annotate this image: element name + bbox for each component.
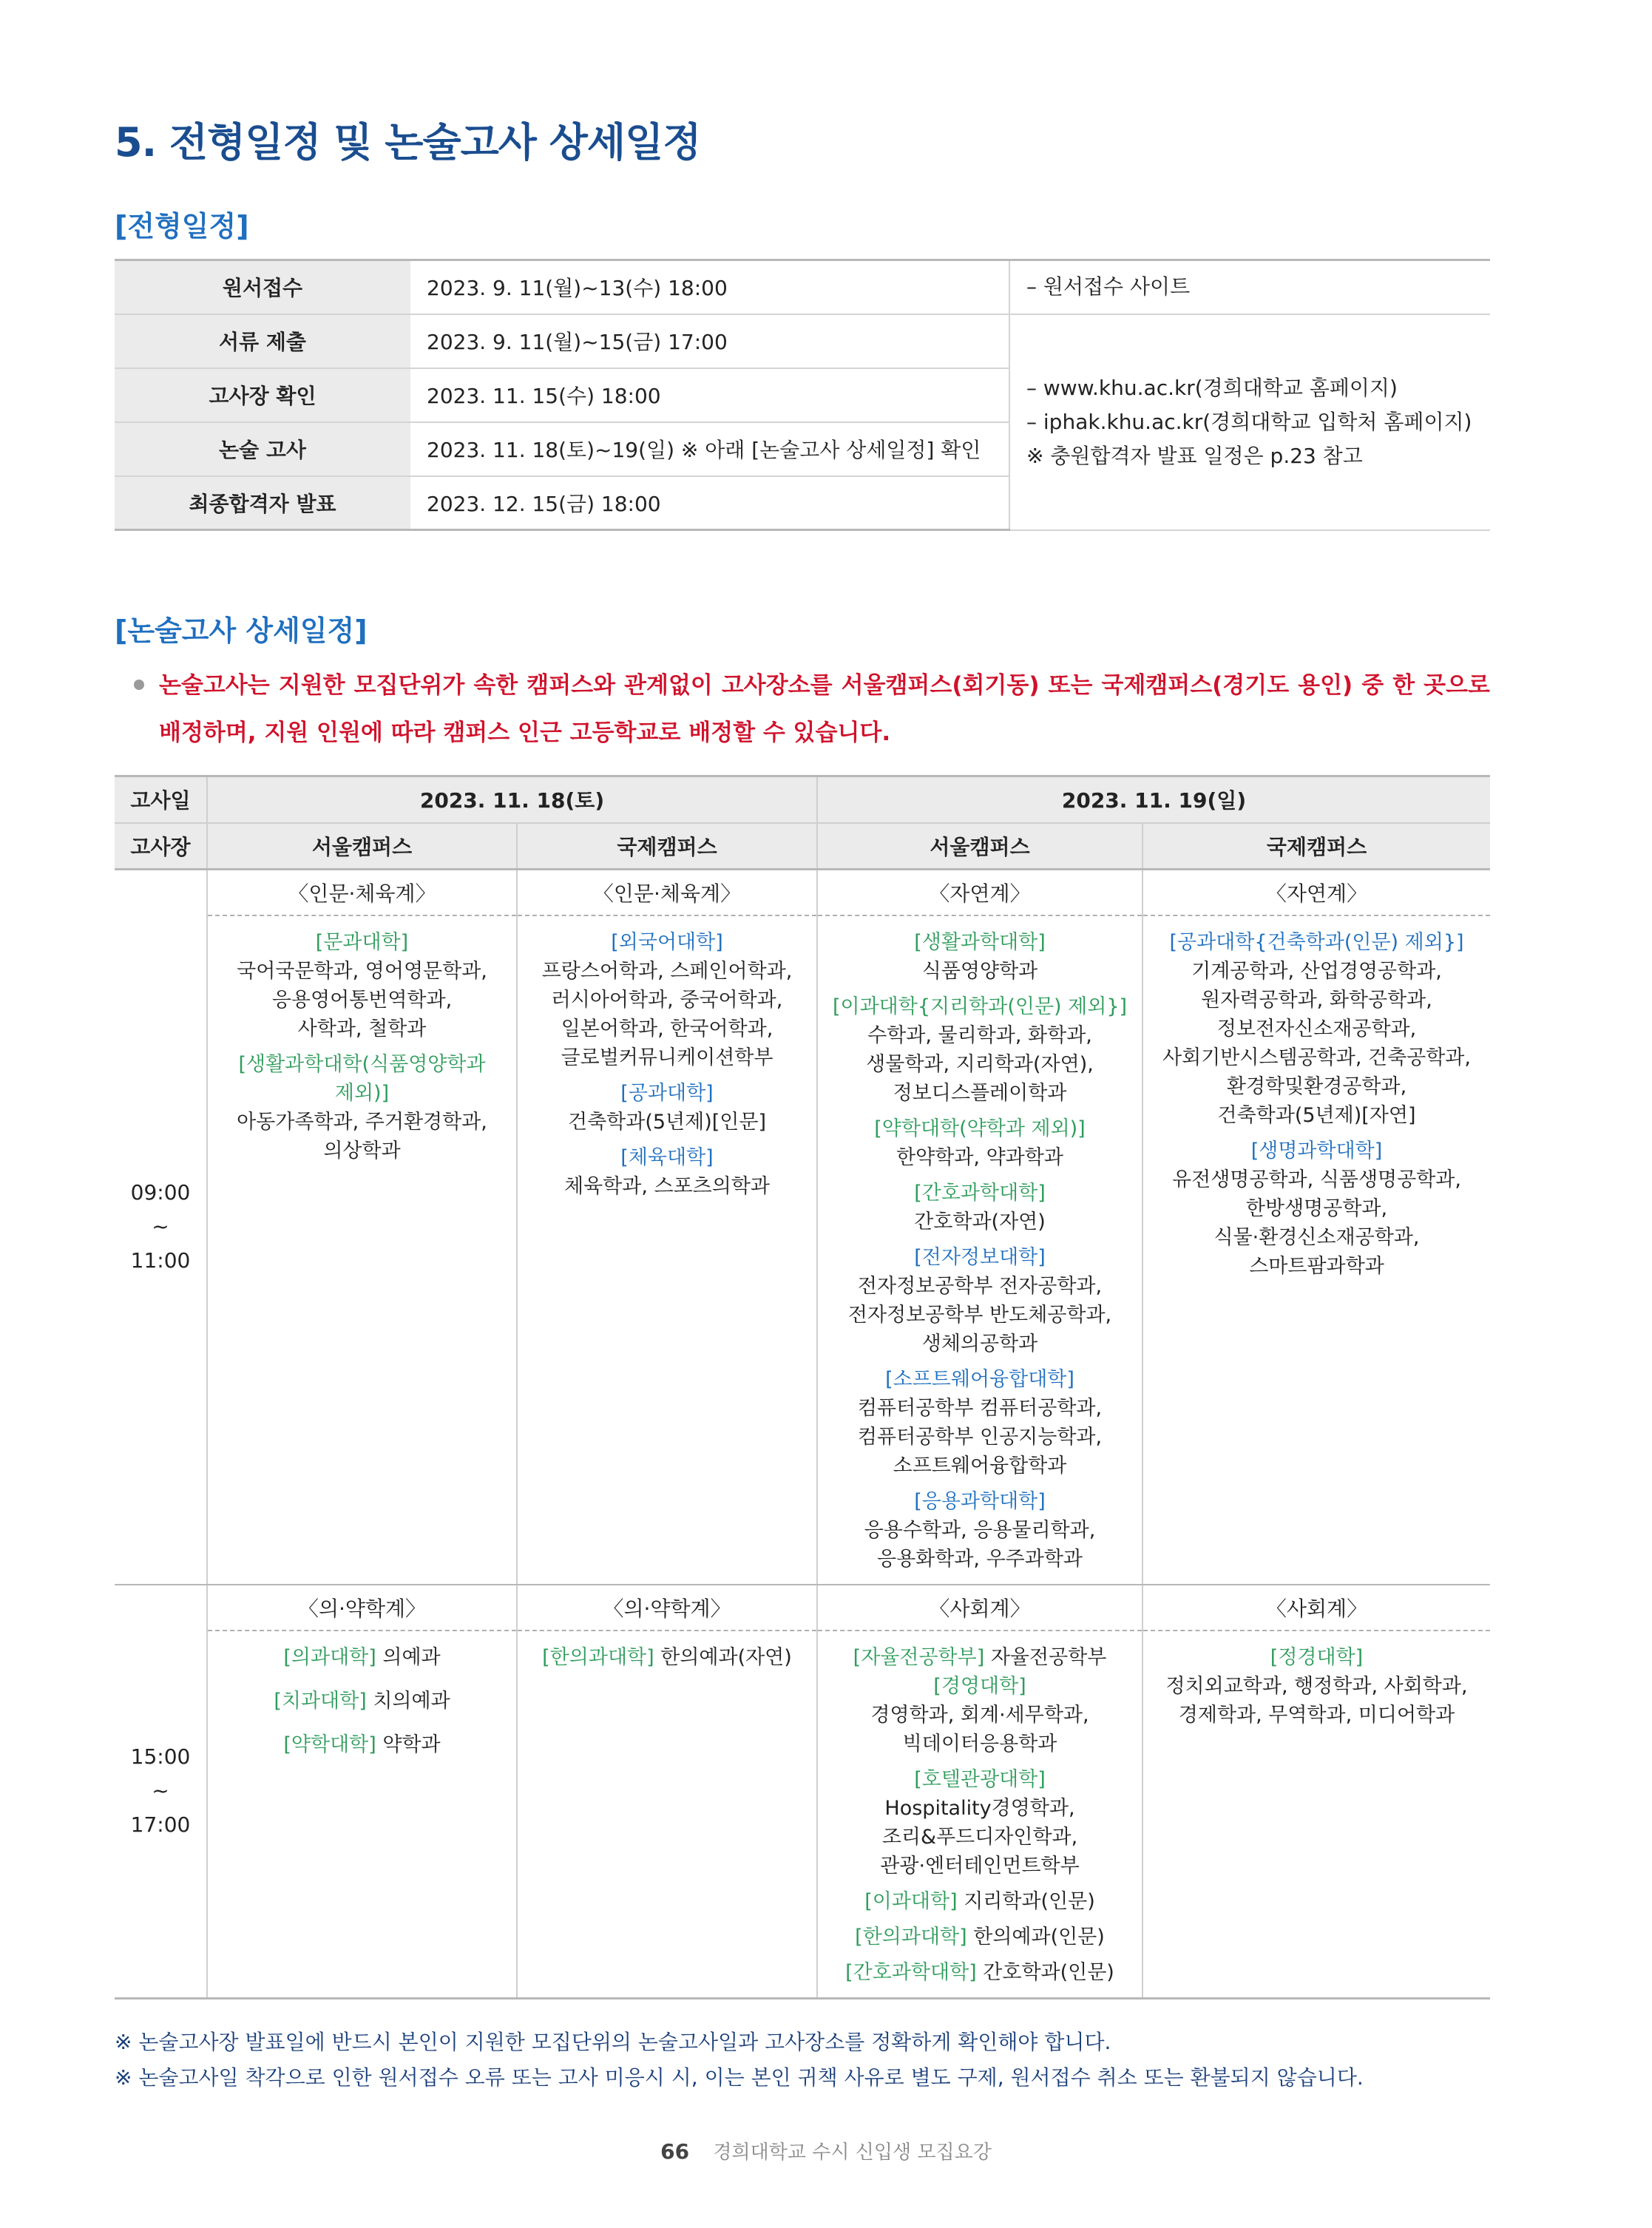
exam-entry [208,1643,516,1672]
schedule-value: 2023. 9. 11(월)~13(수) 18:00 [410,260,1009,314]
schedule-note-line: – iphak.khu.ac.kr(경희대학교 입학처 홈페이지) [1026,409,1472,434]
department-text: 식품영양학과 [921,959,1038,983]
department-text: 건축학과(5년제)[인문] [568,1110,766,1134]
department-text: 간호학과(자연) [914,1210,1046,1233]
exam-date-row [115,776,1490,823]
college-label: [약학대학] [283,1733,376,1756]
college-label: [이과대학{지리학과(인문) 제외}] [832,995,1128,1018]
campus-name: 국제캠퍼스 [1142,823,1490,870]
exam-entry [208,1730,516,1759]
page-footer [0,2137,1652,2164]
schedule-label: 최종합격자 발표 [115,476,410,530]
exam-table [115,775,1490,2000]
exam-date: 2023. 11. 18(토) [207,776,817,823]
exam-group: 〈의·약학계〉 [207,1585,517,1631]
college-label: [전자정보대학] [914,1245,1046,1269]
exam-place-header: 고사장 [115,823,207,870]
college-label: [생명과학대학] [1250,1139,1383,1162]
exam-cell [207,915,517,1585]
department-text: 의예과 [376,1645,441,1669]
schedule-note-line: – www.khu.ac.kr(경희대학교 홈페이지) [1026,375,1398,400]
department-text: 원자력공학과, 화학공학과, [1201,988,1432,1012]
exam-entry [818,1887,1142,1916]
notice [159,662,1490,756]
department-text: 한의예과(인문) [967,1925,1105,1948]
exam-cell [207,1631,517,1999]
college-label: [이과대학] [864,1889,958,1913]
college-label: [약학대학(약학과 제외)] [874,1117,1086,1140]
section-title-schedule: [전형일정] [115,210,249,243]
exam-group: 〈인문·체육계〉 [207,870,517,915]
college-label: [치과대학] [274,1689,367,1713]
college-label: [정경대학] [1270,1645,1364,1669]
notice-text: 논술고사는 지원한 모집단위가 속한 캠퍼스와 관계없이 고사장소를 서울캠퍼스(회기동) 또는 국제캠퍼스(경기도 용인) 중 한 곳으로 배정하며, 지원 인원에 따라 캠퍼스 인근 고등학교로 배정할 수 있습니다. [159,672,1490,746]
department-text: 빅데이터응용학과 [902,1732,1057,1755]
page-number: 66 [660,2139,690,2164]
time-start: 15:00 [130,1744,191,1769]
department-text: 응용화학과, 우주과학과 [877,1547,1083,1571]
schedule-note-site: – 원서접수 사이트 [1009,260,1490,314]
college-label: [공과대학{건축학과(인문) 제외}] [1169,930,1464,954]
schedule-table [115,259,1490,531]
campus-name: 국제캠퍼스 [517,823,817,870]
campus-name: 서울캠퍼스 [207,823,517,870]
exam-group-row [115,1585,1490,1631]
college-label: [호텔관광대학] [914,1767,1046,1791]
schedule-label: 고사장 확인 [115,368,410,422]
department-text: 컴퓨터공학부 인공지능학과, [857,1425,1103,1449]
department-text: 치의예과 [366,1689,450,1713]
exam-cell [1142,1631,1490,1999]
department-text: 수학과, 물리학과, 화학과, [867,1023,1092,1047]
department-text: 글로벌커뮤니케이션학부 [561,1046,773,1069]
college-label: [간호과학대학] [845,1960,977,1984]
department-text: 소프트웨어융합학과 [893,1454,1067,1477]
schedule-label: 논술 고사 [115,422,410,476]
exam-campus-row [115,823,1490,870]
college-label: [체육대학] [620,1145,714,1169]
schedule-note-line: ※ 충원합격자 발표 일정은 p.23 참고 [1026,443,1363,468]
department-text: 한방생명공학과, [1245,1196,1388,1220]
college-label: [경영대학] [933,1674,1026,1698]
department-text: 스마트팜과학과 [1249,1254,1384,1278]
department-text: 한의예과(자연) [654,1645,792,1669]
exam-date-header: 고사일 [115,776,207,823]
exam-group: 〈자연계〉 [1142,870,1490,915]
department-text: 유전생명공학과, 식품생명공학과, [1172,1168,1461,1191]
footer-text: 경희대학교 수시 신입생 모집요강 [713,2141,992,2164]
college-label: [응용과학대학] [914,1489,1046,1513]
department-text: 컴퓨터공학부 컴퓨터공학과, [857,1396,1103,1420]
schedule-value: 2023. 12. 15(금) 18:00 [410,476,1009,530]
exam-group-row [115,870,1490,915]
exam-time-pm [115,1585,207,1999]
exam-entry [818,1643,1142,1672]
department-text: 사학과, 철학과 [297,1017,427,1040]
department-text: 간호학과(인문) [976,1960,1114,1984]
exam-cell [517,915,817,1585]
exam-body-row-am [115,915,1490,1585]
department-text: 전자정보공학부 반도체공학과, [847,1303,1112,1327]
schedule-label: 서류 제출 [115,314,410,368]
department-text: 전자정보공학부 전자공학과, [857,1274,1103,1298]
exam-group: 〈사회계〉 [1142,1585,1490,1631]
exam-entry [518,1643,816,1672]
department-text: 경제학과, 무역학과, 미디어학과 [1178,1703,1455,1727]
department-text: 자율전공학부 [984,1645,1107,1669]
campus-name: 서울캠퍼스 [817,823,1142,870]
exam-cell [517,1631,817,1999]
department-text: 관광·엔터테인먼트학부 [880,1854,1080,1877]
time-tilde: ~ [152,1214,169,1239]
college-label: [간호과학대학] [914,1181,1046,1205]
department-text: 정보전자신소재공학과, [1216,1017,1417,1040]
footnotes [115,2025,1364,2096]
footnote: ※ 논술고사장 발표일에 반드시 본인이 지원한 모집단위의 논술고사일과 고사장소를 정확하게 확인해야 합니다. [115,2030,1111,2054]
department-text: 건축학과(5년제)[자연] [1217,1103,1416,1127]
department-text: 프랑스어학과, 스페인어학과, [541,959,793,983]
college-label: [자율전공학부] [853,1645,985,1669]
exam-cell [817,1631,1142,1999]
exam-time-am [115,870,207,1585]
department-text: 한약학과, 약과학과 [896,1145,1063,1169]
college-label: [생활과학대학] [914,930,1046,954]
department-text: 일본어학과, 한국어학과, [561,1017,773,1040]
department-text: Hospitality경영학과, [884,1796,1075,1820]
time-tilde: ~ [152,1778,169,1803]
department-text: 아동가족학과, 주거환경학과, [237,1110,487,1134]
college-label: [한의과대학] [855,1925,967,1948]
time-end: 17:00 [130,1812,191,1837]
exam-group: 〈사회계〉 [817,1585,1142,1631]
college-label: [소프트웨어융합대학] [885,1367,1074,1391]
exam-date: 2023. 11. 19(일) [817,776,1490,823]
exam-group: 〈자연계〉 [817,870,1142,915]
college-label: [문과대학] [315,930,409,954]
department-text: 체육학과, 스포츠의학과 [564,1174,770,1198]
footnote: ※ 논술고사일 착각으로 인한 원서접수 오류 또는 고사 미응시 시, 이는 본인 귀책 사유로 별도 구제, 원서접수 취소 또는 환불되지 않습니다. [115,2065,1364,2090]
department-text: 경영학과, 회계·세무학과, [870,1703,1089,1727]
section-title-exam: [논술고사 상세일정] [115,614,368,647]
department-text: 조리&푸드디자인학과, [881,1825,1078,1849]
exam-entry [208,1687,516,1716]
schedule-notes [1009,314,1490,530]
department-text: 국어국문학과, 영어영문학과, [237,959,487,983]
schedule-row [115,314,1490,368]
college-label: 제외)] [334,1081,390,1105]
exam-body-row-pm [115,1631,1490,1999]
department-text: 의상학과 [323,1139,401,1162]
exam-group: 〈인문·체육계〉 [517,870,817,915]
department-text: 사회기반시스템공학과, 건축공학과, [1162,1046,1471,1069]
time-end: 11:00 [130,1248,191,1273]
college-label: [공과대학] [620,1081,714,1105]
department-text: 응용영어통번역학과, [271,988,453,1012]
exam-cell [1142,915,1490,1585]
department-text: 러시아어학과, 중국어학과, [551,988,783,1012]
schedule-row [115,260,1490,314]
department-text: 정보디스플레이학과 [893,1081,1067,1105]
time-start: 09:00 [130,1180,191,1205]
exam-cell [817,915,1142,1585]
college-label: [한의과대학] [542,1645,654,1669]
college-label: [의과대학] [283,1645,376,1669]
department-text: 기계공학과, 산업경영공학과, [1191,959,1442,983]
department-text: 생물학과, 지리학과(자연), [866,1052,1094,1076]
exam-group: 〈의·약학계〉 [517,1585,817,1631]
department-text: 생체의공학과 [921,1332,1038,1355]
department-text: 정치외교학과, 행정학과, 사회학과, [1165,1674,1468,1698]
page-title: 5. 전형일정 및 논술고사 상세일정 [115,119,701,166]
schedule-value: 2023. 11. 18(토)~19(일) ※ 아래 [논술고사 상세일정] 확인 [410,422,1009,476]
department-text: 환경학및환경공학과, [1226,1074,1407,1098]
exam-entry [818,1923,1142,1951]
department-text: 약학과 [376,1733,441,1756]
department-text: 식물·환경신소재공학과, [1213,1225,1420,1249]
schedule-value: 2023. 11. 15(수) 18:00 [410,368,1009,422]
schedule-label: 원서접수 [115,260,410,314]
department-text: 응용수학과, 응용물리학과, [864,1518,1096,1542]
department-text: 지리학과(인문) [957,1889,1095,1913]
schedule-value: 2023. 9. 11(월)~15(금) 17:00 [410,314,1009,368]
college-label: [생활과학대학(식품영양학과 [238,1052,486,1076]
exam-entry [818,1958,1142,1987]
college-label: [외국어대학] [611,930,723,954]
bullet-icon [134,680,144,690]
